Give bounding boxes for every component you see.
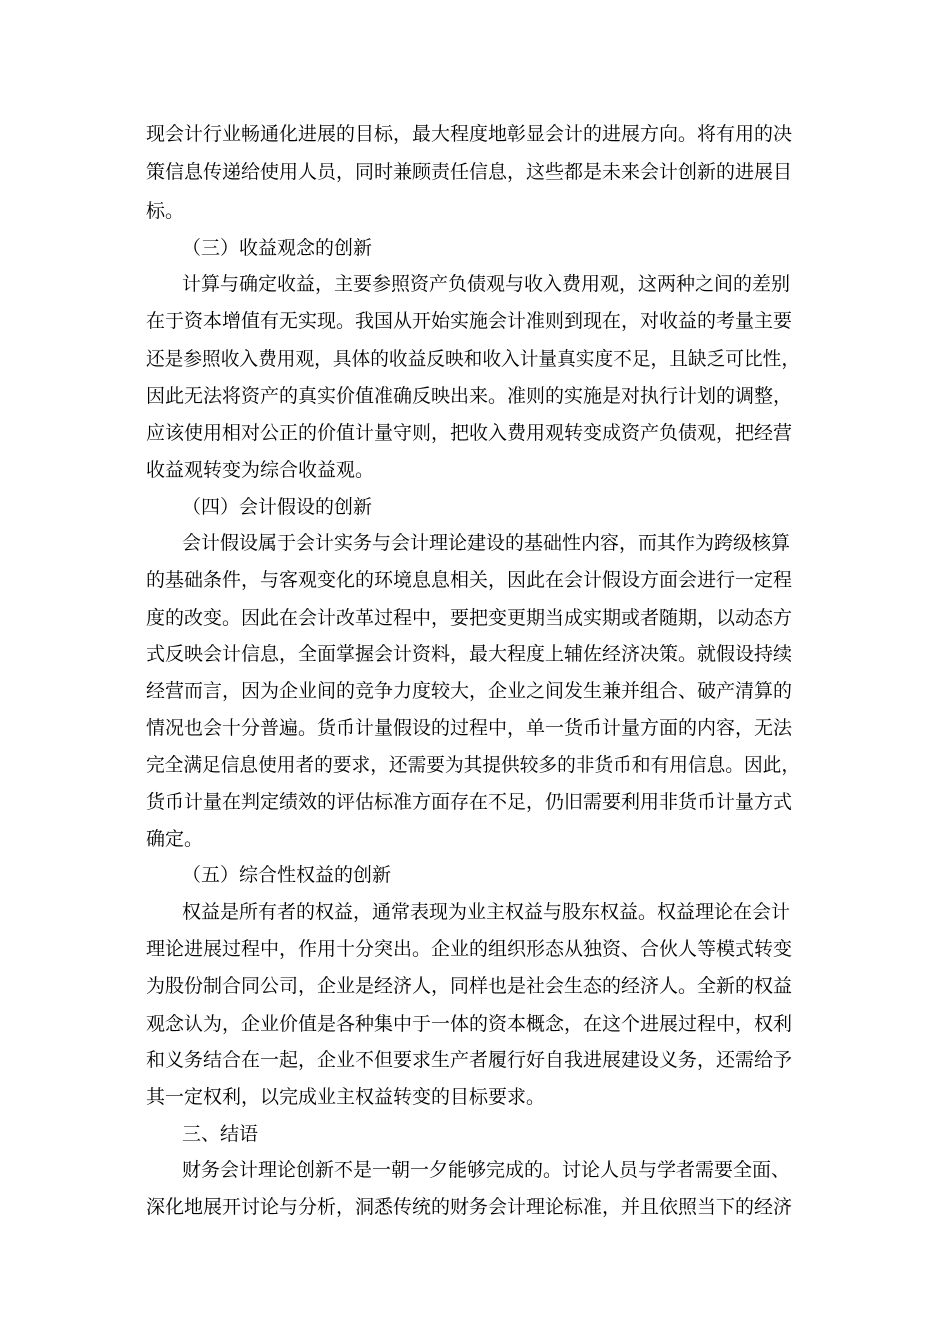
- section-heading: （三）收益观念的创新: [182, 237, 373, 259]
- body-text-line: 完全满足信息使用者的要求，还需要为其提供较多的非货币和有用信息。因此，: [146, 754, 801, 776]
- body-text-line: 观念认为，企业价值是各种集中于一体的资本概念，在这个进展过程中，权利: [146, 1013, 793, 1035]
- body-text-line: 理论进展过程中，作用十分突出。企业的组织形态从独资、合伙人等模式转变: [146, 938, 793, 960]
- body-text-line: 确定。: [146, 828, 204, 850]
- body-text-line: 经营而言，因为企业间的竞争力度较大，企业之间发生兼并组合、破产清算的: [146, 680, 793, 702]
- body-text-line: 货币计量在判定绩效的评估标准方面存在不足，仍旧需要利用非货币计量方式: [146, 791, 793, 813]
- body-text-line: 情况也会十分普遍。货币计量假设的过程中，单一货币计量方面的内容，无法: [146, 717, 793, 739]
- body-text-line: 还是参照收入费用观，具体的收益反映和收入计量真实度不足，且缺乏可比性，: [146, 348, 801, 370]
- section-heading: 三、结语: [182, 1123, 259, 1145]
- body-text-line: 深化地展开讨论与分析，洞悉传统的财务会计理论标准，并且依照当下的经济: [146, 1196, 793, 1218]
- body-text-line: 在于资本增值有无实现。我国从开始实施会计准则到现在，对收益的考量主要: [146, 310, 793, 332]
- body-text-line: 式反映会计信息，全面掌握会计资料，最大程度上辅佐经济决策。就假设持续: [146, 643, 793, 665]
- body-text-line: 权益是所有者的权益，通常表现为业主权益与股东权益。权益理论在会计: [182, 901, 791, 923]
- body-text-line: 策信息传递给使用人员，同时兼顾责任信息，这些都是未来会计创新的进展目: [146, 161, 793, 183]
- body-text-line: 标。: [146, 200, 185, 222]
- body-text-line: 收益观转变为综合收益观。: [146, 459, 375, 481]
- body-text-line: 会计假设属于会计实务与会计理论建设的基础性内容，而其作为跨级核算: [182, 532, 791, 554]
- section-heading: （四）会计假设的创新: [182, 496, 373, 518]
- section-heading: （五）综合性权益的创新: [182, 864, 392, 886]
- body-text-line: 为股份制合同公司，企业是经济人，同样也是社会生态的经济人。全新的权益: [146, 975, 793, 997]
- body-text-line: 和义务结合在一起，企业不但要求生产者履行好自我进展建设义务，还需给予: [146, 1049, 793, 1071]
- body-text-line: 的基础条件，与客观变化的环境息息相关，因此在会计假设方面会进行一定程: [146, 569, 793, 591]
- body-text-line: 度的改变。因此在会计改革过程中，要把变更期当成实期或者随期，以动态方: [146, 607, 793, 629]
- body-text-line: 财务会计理论创新不是一朝一夕能够完成的。讨论人员与学者需要全面、: [182, 1159, 791, 1181]
- body-text-line: 其一定权利，以完成业主权益转变的目标要求。: [146, 1086, 546, 1108]
- body-text-line: 计算与确定收益，主要参照资产负债观与收入费用观，这两种之间的差别: [182, 273, 791, 295]
- body-text-line: 应该使用相对公正的价值计量守则，把收入费用观转变成资产负债观，把经营: [146, 422, 793, 444]
- body-text-line: 因此无法将资产的真实价值准确反映出来。准则的实施是对执行计划的调整，: [146, 385, 793, 407]
- body-text-line: 现会计行业畅通化进展的目标，最大程度地彰显会计的进展方向。将有用的决: [146, 123, 793, 145]
